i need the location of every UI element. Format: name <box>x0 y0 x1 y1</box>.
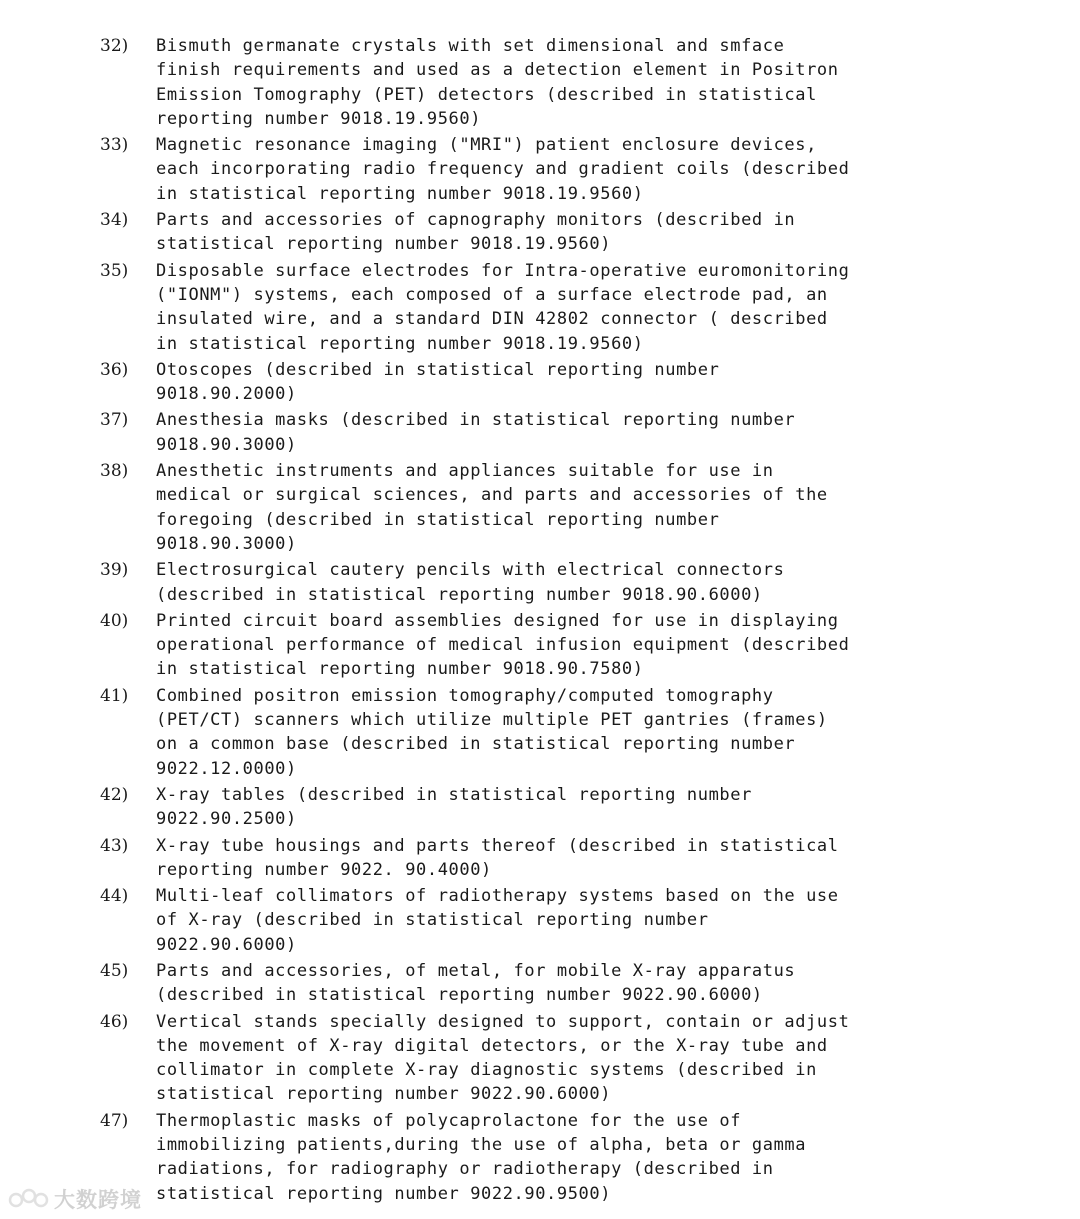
list-item <box>0 34 1080 131</box>
item-text-line: Printed circuit board assemblies designed for use in displaying <box>156 610 839 631</box>
item-text <box>156 34 839 131</box>
document-page <box>0 34 1080 1208</box>
item-text-line: statistical reporting number 9022.90.6000) <box>156 1084 612 1105</box>
item-text <box>156 408 816 457</box>
item-text-line: statistical reporting number 9022.90.9500) <box>156 1183 612 1204</box>
list-item <box>0 1109 1080 1206</box>
item-number: 41) <box>100 685 129 706</box>
watermark-text: 大数跨境 <box>54 1188 142 1212</box>
list-item <box>0 959 1080 1008</box>
item-text-line: 9018.90.3000) <box>156 533 297 554</box>
item-text <box>156 1109 816 1206</box>
list-item <box>0 609 1080 682</box>
list-item <box>0 884 1080 957</box>
item-text-line: ("IONM") systems, each composed of a surface electrode pad, an <box>156 284 828 305</box>
item-text-line: 9022.90.6000) <box>156 934 297 955</box>
item-number: 42) <box>100 784 129 805</box>
item-text <box>156 834 839 883</box>
item-text-line: Bismuth germanate crystals with set dimensional and smface <box>156 36 785 56</box>
item-text-line: Anesthesia masks (described in statistical reporting number <box>156 410 796 431</box>
list-item <box>0 208 1080 257</box>
item-text-line: insulated wire, and a standard DIN 42802 connector ( described <box>156 309 828 330</box>
item-number: 44) <box>100 886 129 907</box>
item-text-line: Parts and accessories of capnography monitors (described in <box>156 210 796 231</box>
item-text-line: on a common base (described in statistical reporting number <box>156 734 796 755</box>
item-text-line: 9018.90.3000) <box>156 434 297 455</box>
item-text-line: the movement of X-ray digital detectors, or the X-ray tube and <box>156 1035 828 1056</box>
item-text <box>156 208 816 257</box>
list-item <box>0 684 1080 781</box>
item-number: 46) <box>100 1011 129 1032</box>
item-number: 32) <box>100 36 129 56</box>
item-text <box>156 1010 850 1107</box>
item-text <box>156 558 816 607</box>
item-text-line: in statistical reporting number 9018.90.7580) <box>156 659 644 680</box>
item-number: 37) <box>100 410 129 431</box>
item-text <box>156 358 816 407</box>
list-item <box>0 358 1080 407</box>
item-number: 38) <box>100 461 129 482</box>
item-text-line: finish requirements and used as a detection element in Positron <box>156 60 839 81</box>
item-number: 45) <box>100 960 129 981</box>
item-number: 36) <box>100 359 129 380</box>
item-text-line: operational performance of medical infusion equipment (described <box>156 635 850 656</box>
item-text-line: radiations, for radiography or radiotherapy (described in <box>156 1159 774 1180</box>
item-text-line: of X-ray (described in statistical reporting number <box>156 910 709 931</box>
item-text-line: medical or surgical sciences, and parts and accessories of the <box>156 485 828 506</box>
list-item <box>0 259 1080 356</box>
item-number: 43) <box>100 835 129 856</box>
item-text-line: Vertical stands specially designed to support, contain or adjust <box>156 1011 850 1032</box>
item-text-line: foregoing (described in statistical reporting number <box>156 509 720 530</box>
item-text-line: immobilizing patients,during the use of alpha, beta or gamma <box>156 1135 807 1156</box>
item-text-line: reporting number 9018.19.9560) <box>156 108 482 129</box>
item-number: 33) <box>100 135 129 156</box>
item-text <box>156 959 816 1008</box>
item-text-line: collimator in complete X-ray diagnostic systems (described in <box>156 1060 817 1081</box>
list-item <box>0 459 1080 556</box>
item-text-line: (described in statistical reporting number 9018.90.6000) <box>156 584 763 605</box>
item-text <box>156 133 850 206</box>
list-item <box>0 1010 1080 1107</box>
item-text-line: 9022.12.0000) <box>156 758 297 779</box>
list-item <box>0 783 1080 832</box>
item-number: 40) <box>100 610 129 631</box>
item-text-line: each incorporating radio frequency and gradient coils (described <box>156 159 850 180</box>
item-text-line: X-ray tables (described in statistical reporting number <box>156 784 752 805</box>
item-text-line: (described in statistical reporting number 9022.90.6000) <box>156 985 763 1006</box>
list-item <box>0 834 1080 883</box>
item-text <box>156 884 839 957</box>
watermark <box>8 1184 142 1214</box>
item-text <box>156 684 828 781</box>
watermark-logo-icon <box>8 1187 50 1211</box>
item-number: 35) <box>100 260 129 281</box>
item-text-line: Emission Tomography (PET) detectors (described in statistical <box>156 84 817 105</box>
item-text-line: Multi-leaf collimators of radiotherapy systems based on the use <box>156 886 839 907</box>
item-number: 47) <box>100 1110 129 1131</box>
item-text-line: X-ray tube housings and parts thereof (described in statistical <box>156 835 839 856</box>
item-text-line: Disposable surface electrodes for Intra-operative euromonitoring <box>156 260 850 281</box>
item-text-line: reporting number 9022. 90.4000) <box>156 859 492 880</box>
list-item <box>0 133 1080 206</box>
item-text-line: Magnetic resonance imaging ("MRI") patient enclosure devices, <box>156 135 817 156</box>
list-item <box>0 558 1080 607</box>
item-text-line: Parts and accessories, of metal, for mobile X-ray apparatus <box>156 960 796 981</box>
item-text-line: Thermoplastic masks of polycaprolactone for the use of <box>156 1110 742 1131</box>
item-text-line: in statistical reporting number 9018.19.9560) <box>156 333 644 354</box>
item-text-line: statistical reporting number 9018.19.9560) <box>156 234 612 255</box>
item-number: 34) <box>100 210 129 231</box>
item-text-line: Anesthetic instruments and appliances suitable for use in <box>156 461 774 482</box>
item-text-line: Otoscopes (described in statistical reporting number <box>156 359 720 380</box>
item-text <box>156 459 828 556</box>
item-number: 39) <box>100 560 129 581</box>
item-text <box>156 259 850 356</box>
item-text-line: Combined positron emission tomography/computed tomography <box>156 685 774 706</box>
item-text-line: (PET/CT) scanners which utilize multiple PET gantries (frames) <box>156 710 828 731</box>
item-text <box>156 783 816 832</box>
item-text-line: 9018.90.2000) <box>156 384 297 405</box>
item-text-line: 9022.90.2500) <box>156 809 297 830</box>
item-text-line: Electrosurgical cautery pencils with electrical connectors <box>156 560 785 581</box>
item-text-line: in statistical reporting number 9018.19.9560) <box>156 183 644 204</box>
list-item <box>0 408 1080 457</box>
item-text <box>156 609 850 682</box>
